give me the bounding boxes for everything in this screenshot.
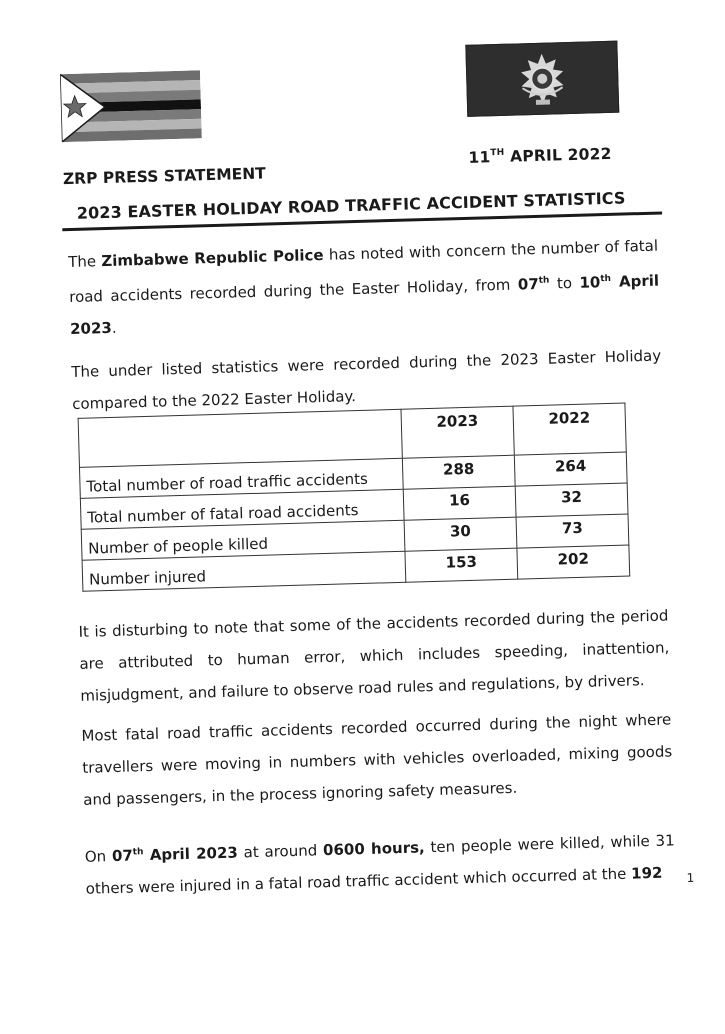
value-2022: 73 bbox=[516, 514, 629, 548]
row-label: Total number of fatal road accidents bbox=[80, 489, 404, 529]
statistics-table bbox=[78, 403, 631, 592]
value-2023: 153 bbox=[405, 548, 518, 582]
value-2022: 264 bbox=[514, 452, 627, 486]
value-2023: 16 bbox=[403, 486, 516, 520]
zimbabwe-flag-icon bbox=[60, 70, 202, 142]
row-label: Number of people killed bbox=[81, 520, 405, 560]
night-accidents-paragraph: Most fatal road traffic accidents recorded occurred during the night where travellers were moving in numbers with vehicles overloaded, mixing goods and passengers, in the process ignoring safety measures. bbox=[81, 710, 673, 809]
value-2023: 30 bbox=[404, 517, 517, 551]
value-2022: 202 bbox=[517, 545, 630, 579]
value-2022: 32 bbox=[515, 483, 628, 517]
table-header-2023: 2023 bbox=[401, 406, 514, 458]
page-number: 1 bbox=[686, 870, 695, 886]
document-title: 2023 EASTER HOLIDAY ROAD TRAFFIC ACCIDENT STATISTICS bbox=[76, 188, 626, 223]
human-error-paragraph: It is disturbing to note that some of the accidents recorded during the period are attributed to human error, which includes speeding, inattention, misjudgment, and failure to observe road rules and regulations, by drivers. bbox=[78, 606, 670, 705]
incident-paragraph: On 07th April 2023 at around 0600 hours, ten people were killed, while 31 others were injured in a fatal road traffic accident which occurred at the 192 bbox=[84, 831, 675, 898]
zrp-flag-icon bbox=[465, 41, 619, 117]
table-header-blank bbox=[78, 409, 402, 467]
table-header-2022: 2022 bbox=[513, 403, 626, 455]
intro-paragraph: The Zimbabwe Republic Police has noted with concern the number of fatal road accidents recorded during the Easter Holiday, from 07th to 10th April 2023. bbox=[67, 236, 660, 339]
value-2023: 288 bbox=[402, 455, 515, 489]
row-label: Number injured bbox=[82, 551, 406, 591]
press-statement-label: ZRP PRESS STATEMENT bbox=[62, 164, 266, 189]
statement-date: 11TH APRIL 2022 bbox=[468, 144, 612, 167]
zrp-badge-icon bbox=[466, 42, 618, 116]
row-label: Total number of road traffic accidents bbox=[79, 458, 403, 498]
statistics-intro-paragraph: The under listed statistics were recorded during the 2023 Easter Holiday compared to the 2022 Easter Holiday. bbox=[71, 346, 662, 413]
